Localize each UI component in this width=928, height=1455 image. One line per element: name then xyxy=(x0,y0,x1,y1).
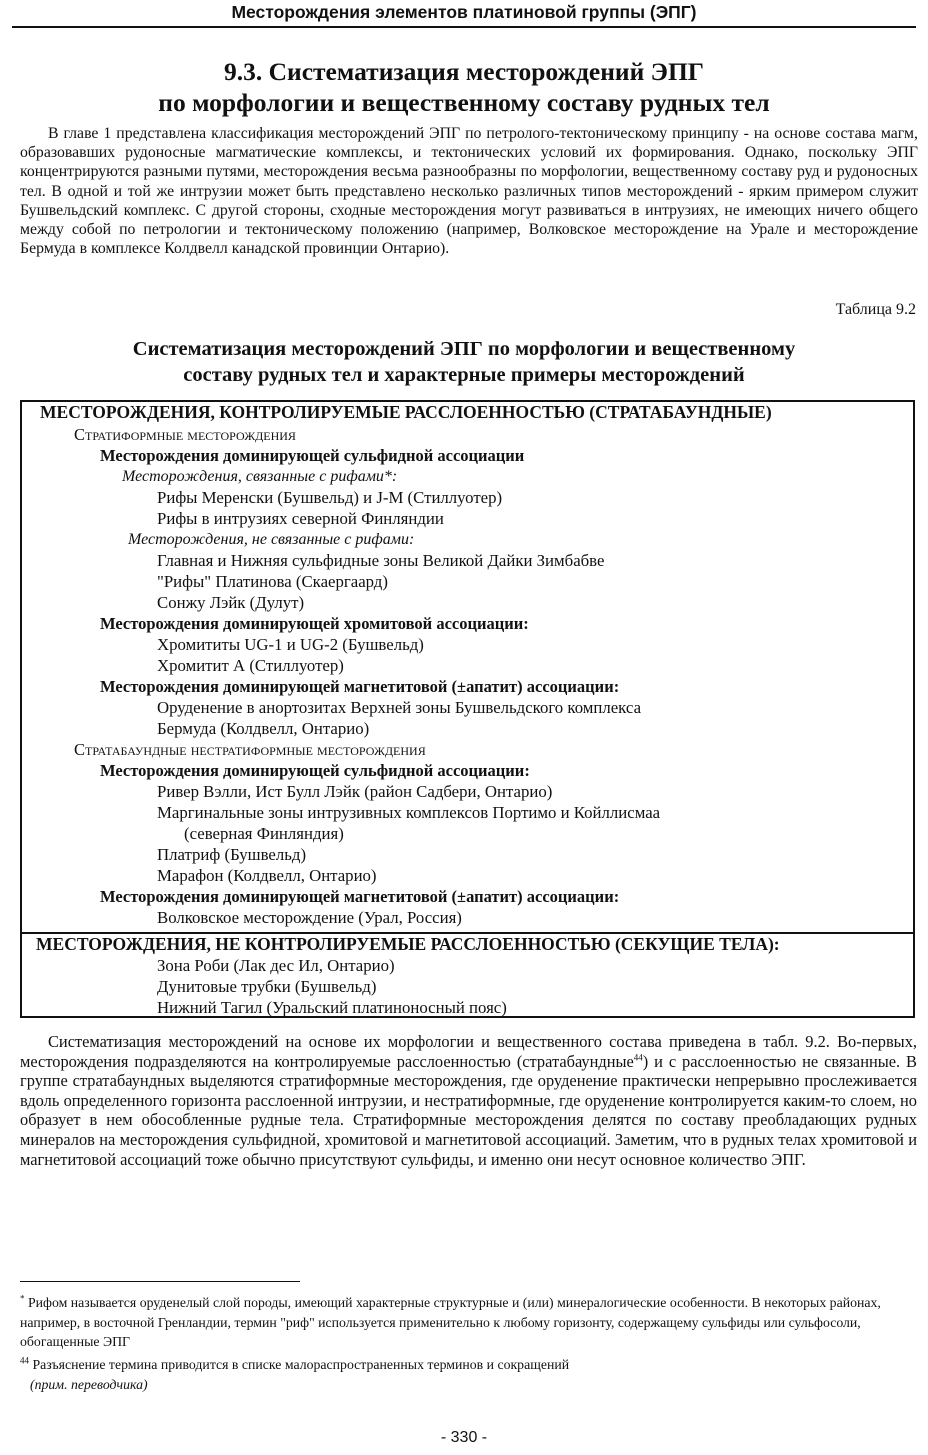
section-title-line: по морфологии и вещественному составу рудных тел xyxy=(158,88,770,117)
table-deposit-item: (северная Финляндия) xyxy=(184,824,344,843)
table-deposit-item: Рифы в интрузиях северной Финляндии xyxy=(157,509,444,528)
table-deposit-item: Рифы Меренски (Бушвельд) и J-M (Стиллуотер) xyxy=(157,488,503,507)
footnote-text: Рифом называется оруденелый слой породы, имеющий характерные структурные и (или) минералогические особенности. В некоторых районах, например, в восточной Гренландии, термин "риф" используется применительно к любому горизонту, содержащему сульфиды или сульфосоли, обогащенные ЭПГ xyxy=(20,1295,881,1349)
table-subgroup-heading: Стратабаундные нестратиформные месторождения xyxy=(74,740,426,759)
table-deposit-item: Ривер Вэлли, Ист Булл Лэйк (район Садбери, Онтарио) xyxy=(157,782,553,801)
table-deposit-item: Главная и Нижняя сульфидные зоны Великой Дайки Зимбабве xyxy=(157,551,605,570)
running-head: Месторождения элементов платиновой группы (ЭПГ) xyxy=(12,0,916,28)
body-text: Систематизация месторождений на основе их морфологии и вещественного состава приведена в табл. 9.2. Во-первых, месторождения подразделяются на контролируемые расслоенностью (стратабаундные xyxy=(20,1032,917,1071)
table-subclass-heading: Месторождения, не связанные с рифами: xyxy=(128,531,415,548)
table-deposit-item: Нижний Тагил (Уральский платиноносный пояс) xyxy=(157,998,507,1017)
table-class-heading: Месторождения доминирующей сульфидной ассоциации xyxy=(100,446,525,465)
table-subgroup-heading: Стратиформные месторождения xyxy=(74,425,296,444)
table-class-heading: Месторождения доминирующей магнетитовой (±апатит) ассоциации: xyxy=(100,887,620,906)
page-number: - 330 - xyxy=(440,1429,488,1446)
footnote-rule xyxy=(20,1281,300,1282)
table-group-heading: МЕСТОРОЖДЕНИЯ, НЕ КОНТРОЛИРУЕМЫЕ РАССЛОЕННОСТЬЮ (СЕКУЩИЕ ТЕЛА): xyxy=(36,934,780,954)
table-deposit-item: Маргинальные зоны интрузивных комплексов Портимо и Койллисмаа xyxy=(157,803,661,822)
table-title-line: Систематизация месторождений ЭПГ по морфологии и вещественному xyxy=(132,338,796,360)
footnote xyxy=(20,1293,910,1352)
table-class-heading: Месторождения доминирующей магнетитовой (±апатит) ассоциации: xyxy=(100,677,620,696)
table-deposit-item: "Рифы" Платинова (Скаергаард) xyxy=(157,572,388,591)
table-title-line: составу рудных тел и характерные примеры месторождений xyxy=(183,364,745,386)
table-deposit-item: Хромититы UG-1 и UG-2 (Бушвельд) xyxy=(157,635,424,654)
table-deposit-item: Оруденение в анортозитах Верхней зоны Бушвельдского комплекса xyxy=(157,698,642,717)
section-title-line: 9.3. Систематизация месторождений ЭПГ xyxy=(223,57,705,86)
footnote-mark: 44 xyxy=(20,1355,29,1366)
table-deposit-item: Марафон (Колдвелл, Онтарио) xyxy=(157,866,377,885)
table-caption: Таблица 9.2 xyxy=(835,301,916,318)
classification-table xyxy=(20,400,915,1018)
table-class-heading: Месторождения доминирующей хромитовой ассоциации: xyxy=(100,614,529,633)
footnote-text: Разъяснение термина приводится в списке малораспространенных терминов и сокращений xyxy=(32,1357,570,1372)
table-deposit-item: Зона Роби (Лак дес Ил, Онтарио) xyxy=(157,956,395,975)
footnote-mark: * xyxy=(20,1293,25,1304)
footnote-ref: 44 xyxy=(633,1052,643,1063)
translator-note: (прим. переводчика) xyxy=(30,1376,148,1392)
table-deposit-item: Платриф (Бушвельд) xyxy=(157,845,307,864)
table-deposit-item: Сонжу Лэйк (Дулут) xyxy=(157,593,305,612)
intro-paragraph: В главе 1 представлена классификация месторождений ЭПГ по петролого-тектоническому принципу - на основе состава магм, образовавших рудоносные магматические комплексы, и тектонических условий их формирования. Однако, поскольку ЭПГ концентрируются разными путями, месторождения весьма разнообразны по морфологии, вещественному составу руд и рудоносных тел. В одной и той же интрузии может быть представлено несколько различных типов месторождений - ярким примером служит Бушвельдский комплекс. С другой стороны, сходные месторождения могут развиваться в интрузиях, не имеющих ничего общего между собой по петрологии и тектоническому положению (например, Волковское месторождение на Урале и месторождение Бермуда в комплексе Колдвелл канадской провинции Онтарио). xyxy=(20,125,918,258)
table-group-heading: МЕСТОРОЖДЕНИЯ, КОНТРОЛИРУЕМЫЕ РАССЛОЕННОСТЬЮ (СТРАТАБАУНДНЫЕ) xyxy=(40,402,772,422)
table-title xyxy=(0,336,928,388)
footnote xyxy=(20,1355,910,1394)
section-title xyxy=(0,56,928,118)
table-deposit-item: Бермуда (Колдвелл, Онтарио) xyxy=(157,719,370,738)
body-paragraph xyxy=(20,1032,917,1169)
table-class-heading: Месторождения доминирующей сульфидной ассоциации: xyxy=(100,761,530,780)
body-text: ) и с расслоенностью не связанные. В группе стратабаундных выделяются стратиформные месторождения, где оруденение практически непрерывно прослеживается вдоль определенного горизонта расслоенной интрузии, и нестратиформные, где оруденение контролируется каким-то слоем, но образует в нем обособленные рудные тела. Стратиформные месторождения делятся по составу преобладающих рудных минералов на месторождения сульфидной, хромитовой и магнетитовой ассоциаций. Заметим, что в рудных телах хромитовой и магнетитовой ассоциаций тоже обычно присутствуют сульфиды, и именно они несут основное количество ЭПГ. xyxy=(20,1051,917,1169)
table-deposit-item: Дунитовые трубки (Бушвельд) xyxy=(157,977,377,996)
table-deposit-item: Хромитит А (Стиллуотер) xyxy=(157,656,344,675)
table-subclass-heading: Месторождения, связанные с рифами*: xyxy=(122,468,398,485)
table-deposit-item: Волковское месторождение (Урал, Россия) xyxy=(157,908,462,927)
